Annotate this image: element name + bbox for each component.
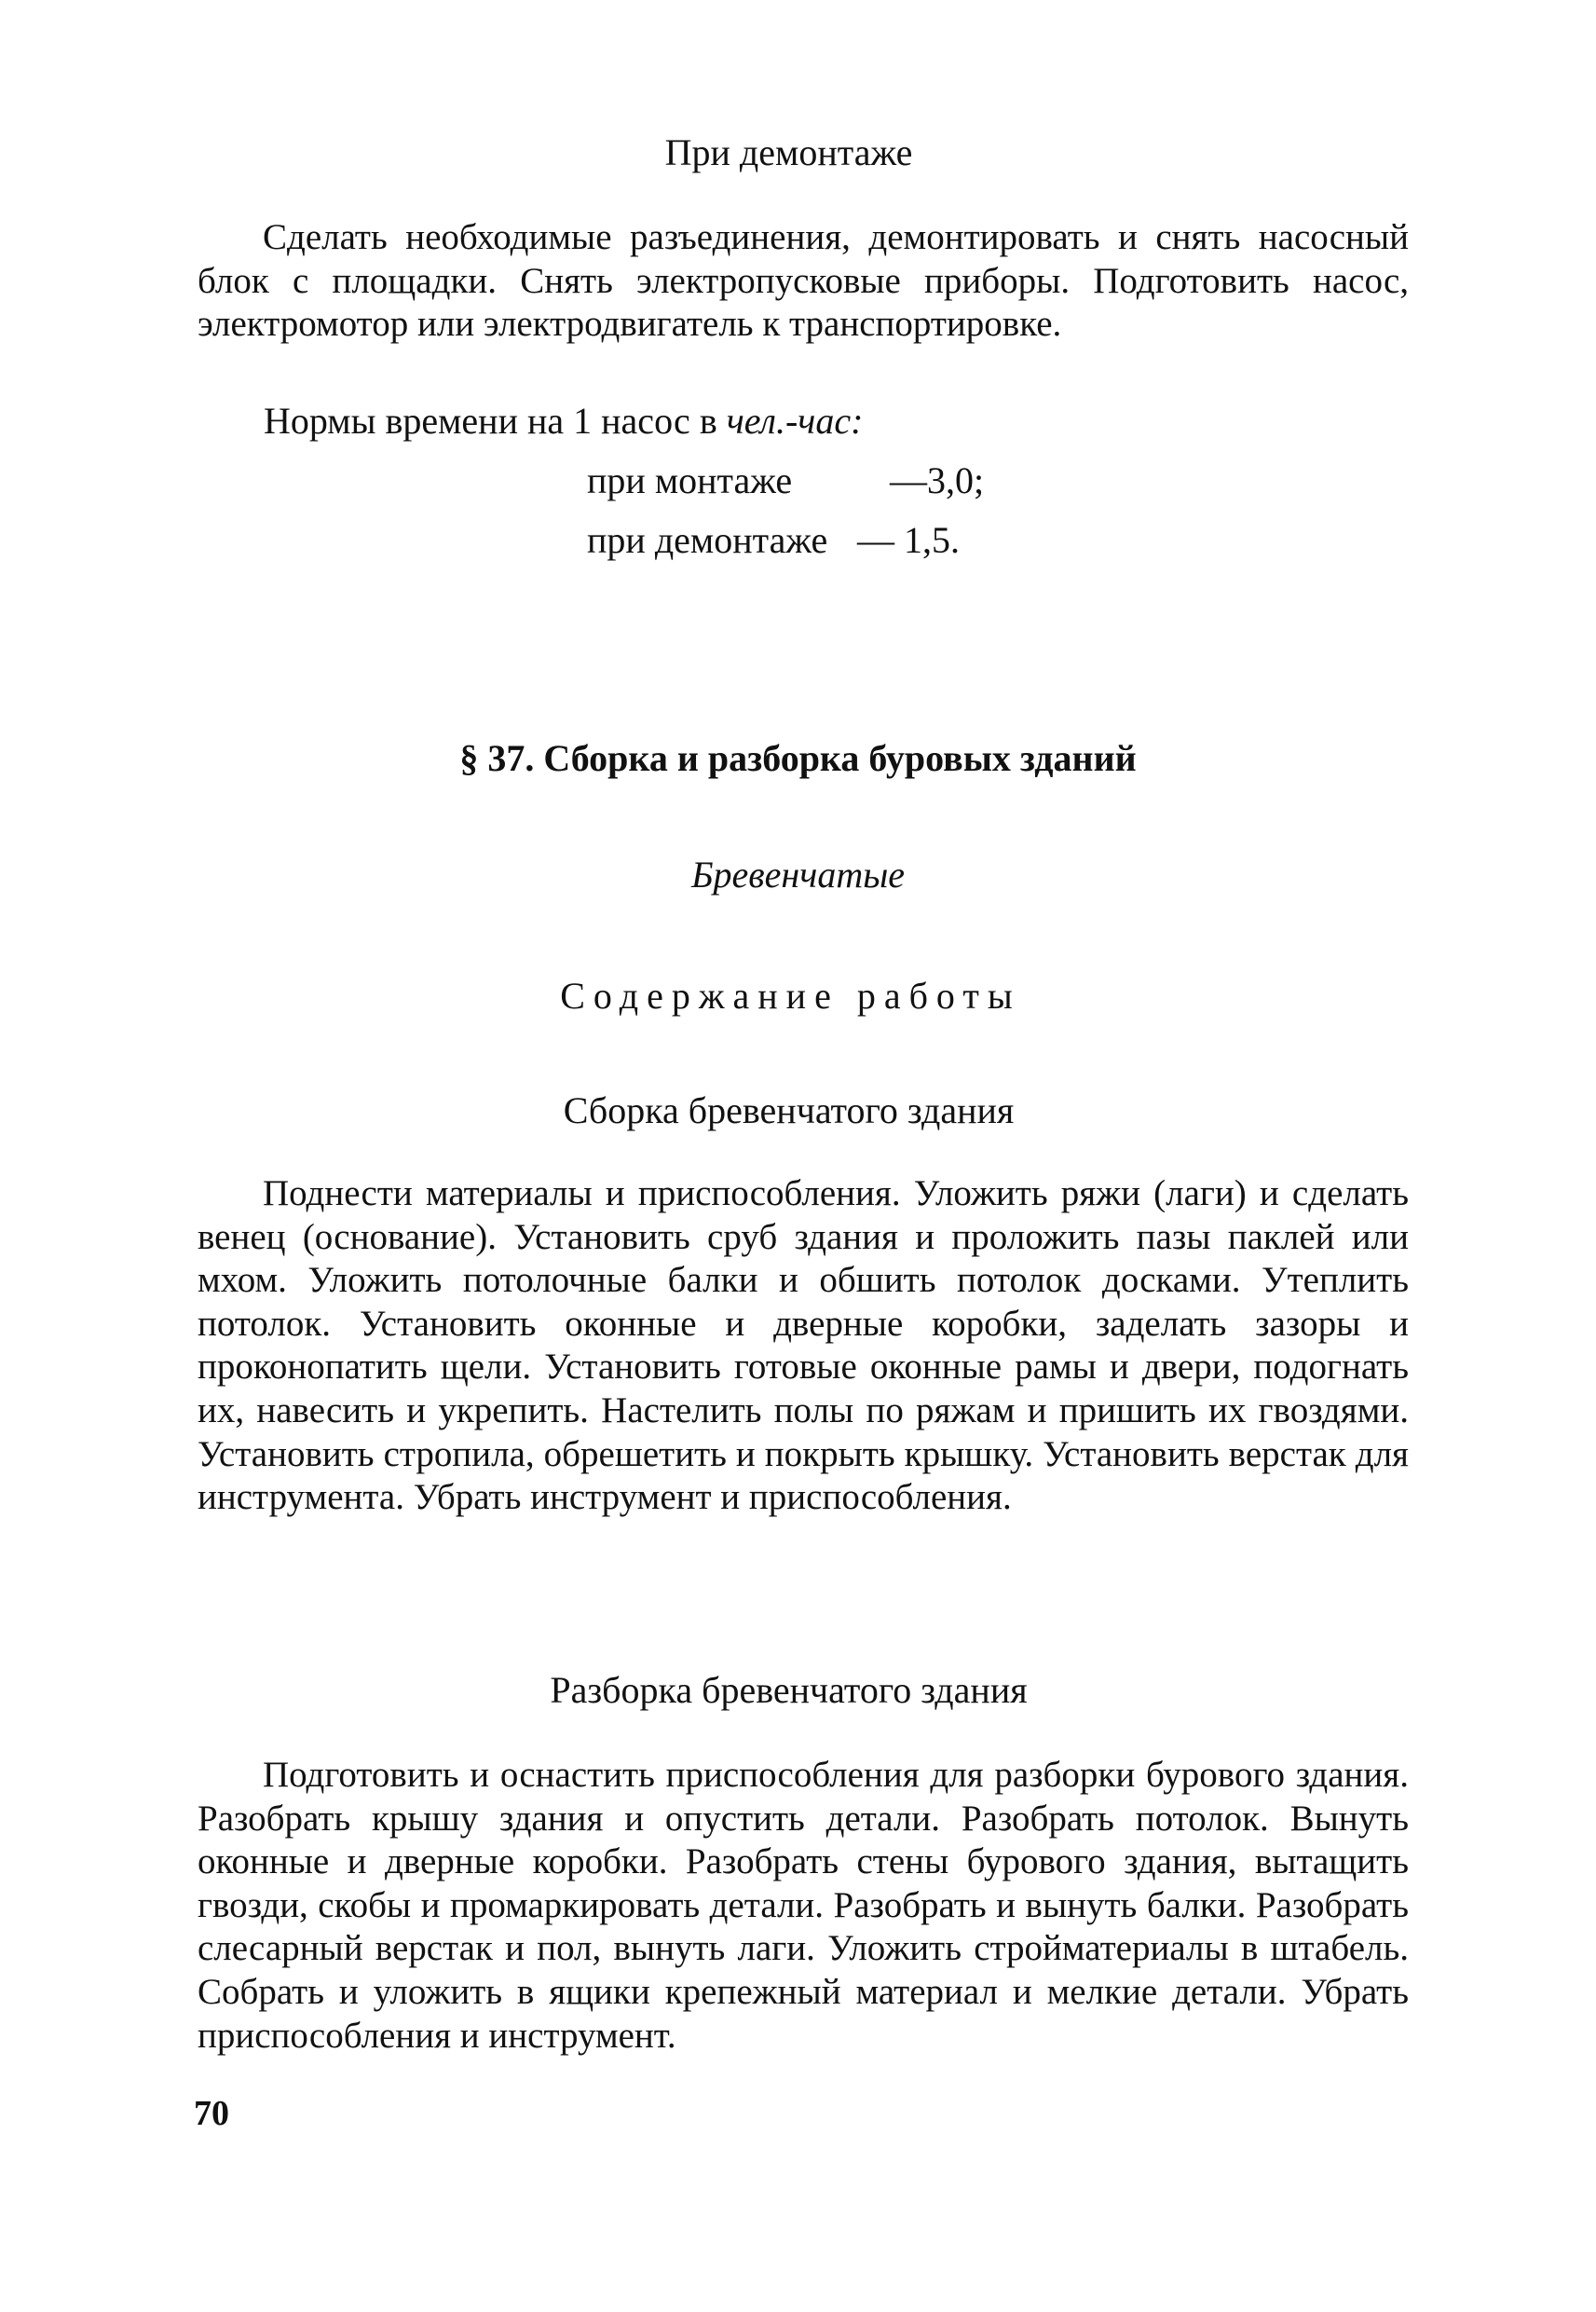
section-title: § 37. Сборка и разборка буровых зданий (459, 737, 1137, 779)
disassembly-paragraph: Подготовить и оснастить приспособления для разборки бурового здания. Разобрать крышу здания и опустить детали. Разобрать потолок. Вынуть оконные и дверные коробки. Разобрать стены бурового здания, вытащить гвозди, скобы и промаркировать детали. Разобрать и вынуть балки. Разобрать слесарный верстак и пол, вынуть лаги. Уложить стройматериалы в штабель. Собрать и уложить в ящики крепежный материал и мелкие детали. Убрать приспособления и инструмент. (198, 1755, 1409, 2056)
norm-mounting-value: —3,0; (890, 459, 985, 501)
page-number: 70 (194, 2094, 229, 2133)
norms-unit: чел.-час: (726, 400, 864, 442)
dismantling-heading: При демонтаже (664, 131, 913, 173)
assembly-paragraph: Поднести материалы и приспособления. Уложить ряжи (лаги) и сделать венец (основание). Установить сруб здания и проложить пазы паклей или мхом. Уложить потолочные балки и обшить потолок досками. Утеплить потолок. Установить оконные и дверные коробки, заделать зазоры и проконопатить щели. Установить готовые оконные рамы и двери, подогнать их, навесить и укрепить. Настелить полы по ряжам и пришить их гвоздями. Установить стропила, обрешетить и покрыть крышку. Установить верстак для инструмента. Убрать инструмент и приспособления. (198, 1173, 1409, 1518)
disassembly-heading: Разборка бревенчатого здания (550, 1669, 1028, 1711)
norm-dismantling-label: при демонтаже (587, 519, 828, 561)
work-content-heading: Содержание работы (560, 975, 1021, 1017)
norms-intro-text: Нормы времени на 1 насос в (264, 400, 727, 442)
norm-mounting-label: при монтаже (587, 459, 793, 501)
assembly-heading: Сборка бревенчатого здания (563, 1089, 1015, 1131)
norm-dismantling-value: — 1,5. (857, 519, 960, 561)
dismantling-paragraph: Сделать необходимые разъединения, демонтировать и снять насосный блок с площадки. Снять электропусковые приборы. Подготовить насос, электромотор или электродвигатель к транспортировке. (198, 217, 1409, 345)
norms-intro (264, 399, 863, 444)
section-subtitle: Бревенчатые (690, 854, 906, 896)
